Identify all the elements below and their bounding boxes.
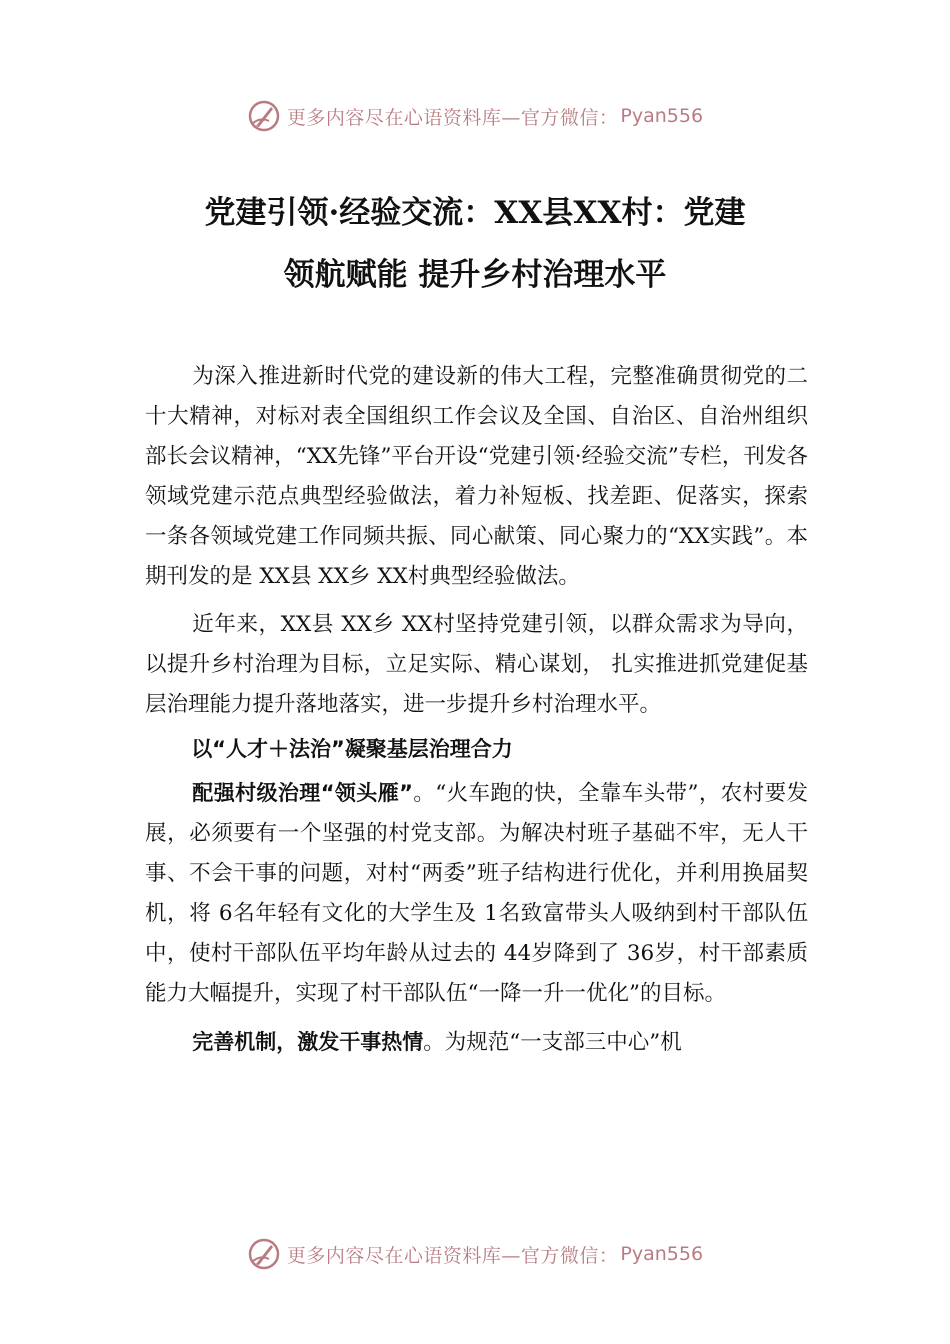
quill-seal-icon: [247, 1237, 281, 1271]
watermark-footer: [0, 1234, 950, 1274]
section-heading: 以“人才＋法治”凝聚基层治理合力: [191, 737, 513, 761]
paragraph-body-leadership: 。“火车跑的快，全靠车头带”，农村要发展，必须要有一个坚强的村党支部。为解决村班子基础不牢，无人干事、不会干事的问题，对村“两委”班子结构进行优化，并利用换届契机，将 6名年轻有文化的大学生及 1名致富带头人吸纳到村干部队伍中，使村干部队伍平均年龄从过去的 44岁降到了 36岁，村干部素质能力大幅提升，实现了村干部队伍“一降一升一优化”的目标。: [145, 781, 808, 1006]
paragraph-intro: 为深入推进新时代党的建设新的伟大工程，完整准确贯彻党的二十大精神，对标对表全国组织工作会议及全国、自治区、自治州组织部长会议精神，“XX先锋”平台开设“党建引领·经验交流”专栏，刊发各领域党建示范点典型经验做法，着力补短板、找差距、促落实，探索一条各领域党建工作同频共振、同心献策、同心聚力的“XX实践”。本期刊发的是 XX县 XX乡 XX村典型经验做法。: [145, 364, 808, 589]
title-line-1: 党建引领·经验交流：XX县XX村：党建: [204, 195, 746, 231]
paragraph-overview: 近年来，XX县 XX乡 XX村坚持党建引领，以群众需求为导向，以提升乡村治理为目标，立足实际、精心谋划， 扎实推进抓党建促基层治理能力提升落地落实，进一步提升乡村治理水平。: [145, 612, 808, 717]
watermark-handle: Pyan556: [620, 105, 704, 127]
watermark-text: 更多内容尽在心语资料库—官方微信：: [286, 106, 619, 129]
watermark-text: 更多内容尽在心语资料库—官方微信：: [286, 1244, 619, 1267]
paragraph-leadership: [145, 773, 808, 1014]
watermark-handle: Pyan556: [620, 1243, 704, 1265]
document-title: [120, 182, 830, 306]
watermark-header: [0, 96, 950, 136]
title-line-2: 领航赋能 提升乡村治理水平: [283, 257, 667, 293]
paragraph-body-mechanism: 。为规范“一支部三中心”机: [423, 1030, 682, 1055]
paragraph-mechanism: [145, 1022, 808, 1063]
paragraph-lead-mechanism: 完善机制，激发干事热情: [192, 1030, 424, 1054]
quill-seal-icon: [247, 99, 281, 133]
document-body: [145, 357, 808, 1063]
paragraph-lead-leadership: 配强村级治理“领头雁”: [192, 781, 413, 805]
